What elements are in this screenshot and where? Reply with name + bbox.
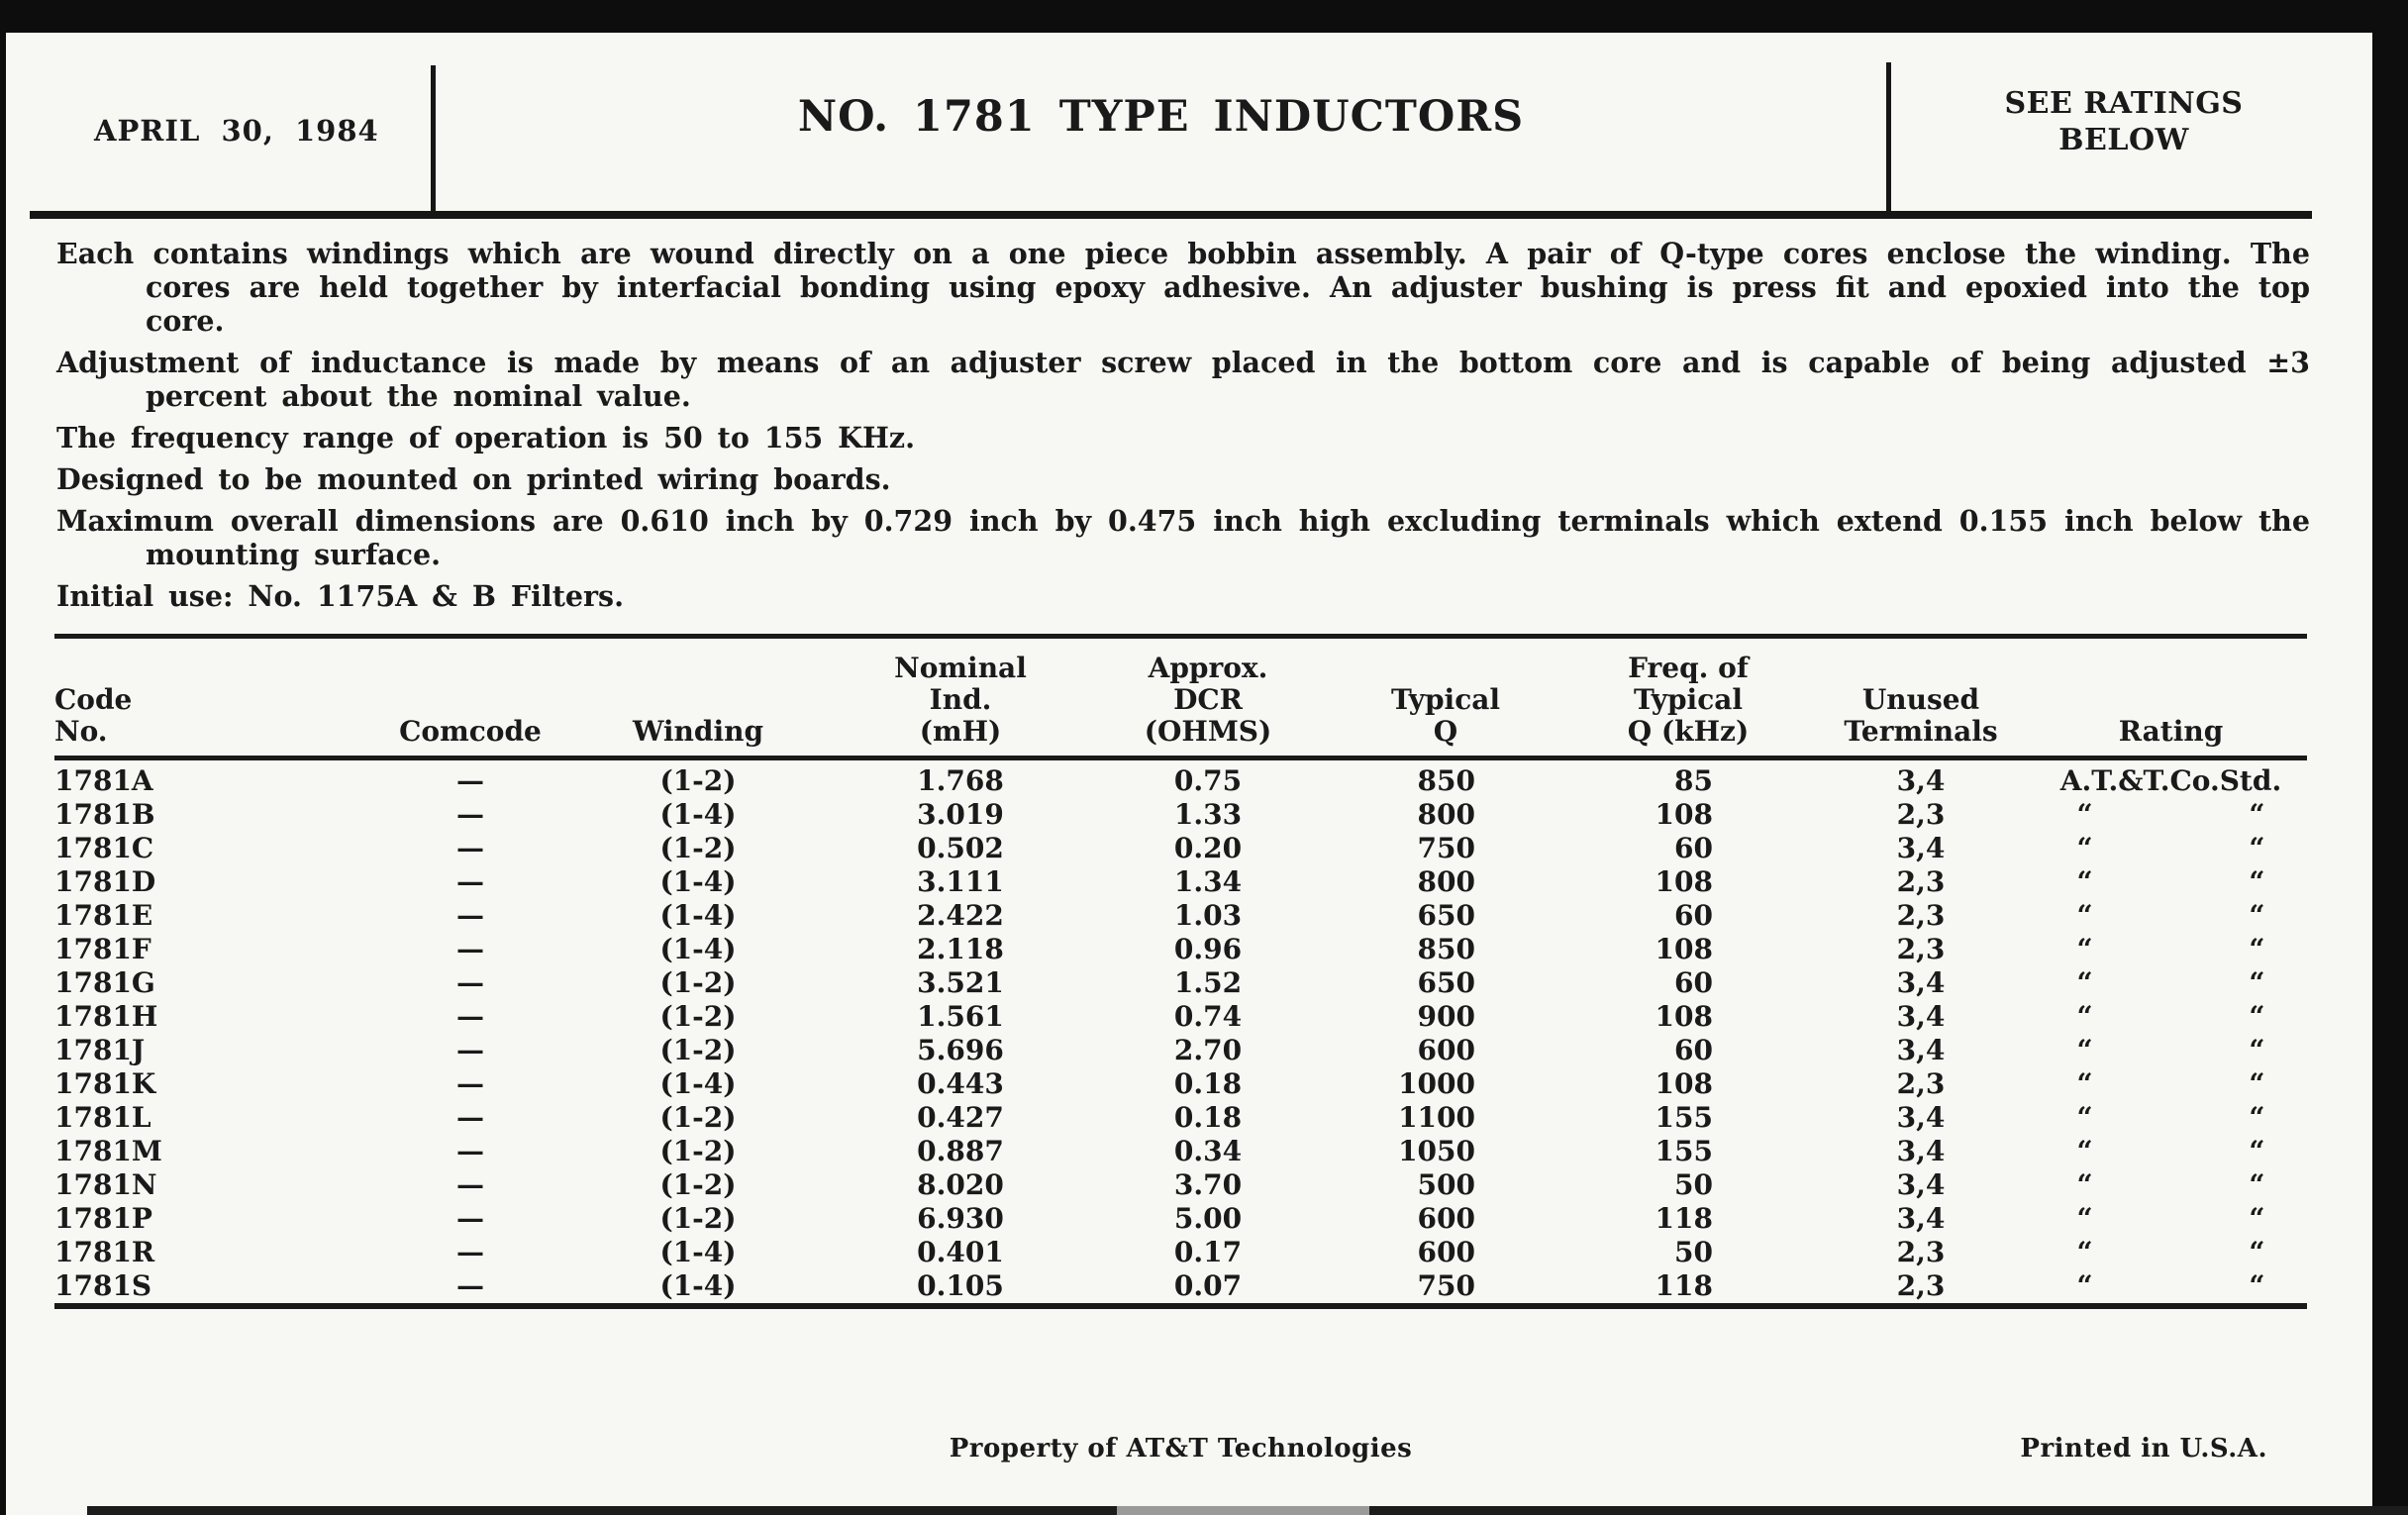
cell-rating [2035, 1067, 2307, 1101]
cell-approx_dcr_ohms: 1.33 [1173, 798, 1243, 831]
cell-rating [2035, 1269, 2307, 1306]
column-header: Rating [2118, 715, 2224, 748]
cell-comcode: — [456, 899, 484, 932]
table-row [54, 758, 2307, 799]
ditto-marks: “ “ [2076, 1202, 2265, 1235]
cell-comcode: — [456, 1269, 484, 1302]
cell-winding: (1-4) [659, 798, 737, 831]
cell-rating [2035, 1202, 2307, 1236]
column-header: Freq. of Typical Q (kHz) [1627, 652, 1750, 748]
table-row [54, 865, 2307, 899]
cell-nominal_ind_mh: 0.443 [917, 1067, 1004, 1100]
cell-nominal_ind_mh: 0.427 [917, 1101, 1004, 1134]
cell-nominal_ind_mh: 0.887 [917, 1135, 1004, 1167]
ditto-marks: “ “ [2076, 1135, 2265, 1167]
cell-comcode: — [456, 1202, 484, 1235]
cell-comcode: — [456, 1236, 484, 1268]
cell-comcode: — [456, 1034, 484, 1066]
cell-winding: (1-4) [659, 933, 737, 965]
cell-unused_terminals: 3,4 [1896, 1034, 1946, 1066]
cell-winding: (1-2) [659, 1202, 737, 1235]
table-row [54, 1135, 2307, 1168]
cell-code: 1781E [54, 899, 153, 932]
cell-typical_q: 1000 [1398, 1067, 1475, 1100]
cell-nominal_ind_mh: 0.401 [917, 1236, 1004, 1268]
description [56, 237, 2310, 621]
cell-nominal_ind_mh: 1.768 [917, 764, 1004, 797]
cell-freq_of_typical_q_khz: 60 [1674, 966, 1713, 999]
cell-typical_q: 800 [1417, 865, 1475, 898]
ditto-marks: “ “ [2076, 832, 2265, 864]
cell-code: 1781K [54, 1067, 156, 1100]
column-header: Approx. DCR (OHMS) [1144, 652, 1272, 748]
cell-rating [2035, 933, 2307, 966]
cell-typical_q: 850 [1417, 933, 1475, 965]
cell-winding: (1-4) [659, 1236, 737, 1268]
cell-code: 1781R [54, 1236, 155, 1268]
cell-freq_of_typical_q_khz: 118 [1655, 1269, 1713, 1302]
cell-comcode: — [456, 966, 484, 999]
cell-approx_dcr_ohms: 0.07 [1173, 1269, 1243, 1302]
cell-approx_dcr_ohms: 5.00 [1173, 1202, 1243, 1235]
cell-winding: (1-2) [659, 1034, 737, 1066]
cell-rating: A.T.&T.Co.Std. [2059, 764, 2282, 797]
ditto-marks: “ “ [2076, 899, 2265, 932]
printed-notice: Printed in U.S.A. [2020, 1434, 2267, 1464]
cell-approx_dcr_ohms: 0.96 [1173, 933, 1243, 965]
cell-approx_dcr_ohms: 1.03 [1173, 899, 1243, 932]
cell-rating [2035, 1236, 2307, 1269]
spec-table [54, 634, 2307, 1309]
cell-typical_q: 1100 [1398, 1101, 1475, 1134]
cell-code: 1781M [54, 1135, 162, 1167]
cell-nominal_ind_mh: 2.118 [917, 933, 1004, 965]
cell-rating [2035, 1000, 2307, 1034]
cell-nominal_ind_mh: 0.502 [917, 832, 1004, 864]
cell-rating [2035, 798, 2307, 832]
cell-typical_q: 900 [1417, 1000, 1475, 1033]
cell-approx_dcr_ohms: 2.70 [1173, 1034, 1243, 1066]
cell-winding: (1-4) [659, 899, 737, 932]
cell-unused_terminals: 2,3 [1896, 798, 1946, 831]
paragraph-dimensions: Maximum overall dimensions are 0.610 inch by 0.729 inch by 0.475 inch high excluding terminals which extend 0.155 inch below the mounting surface. [56, 504, 2310, 571]
cell-comcode: — [456, 1000, 484, 1033]
cell-typical_q: 1050 [1398, 1135, 1475, 1167]
cell-rating [2035, 1101, 2307, 1135]
cell-code: 1781A [54, 764, 153, 797]
cell-comcode: — [456, 798, 484, 831]
cell-nominal_ind_mh: 0.105 [917, 1269, 1004, 1302]
table-row [54, 966, 2307, 1000]
cell-freq_of_typical_q_khz: 50 [1674, 1236, 1713, 1268]
column-header: Code No. [54, 683, 133, 748]
cell-rating [2035, 966, 2307, 1000]
table-body [54, 758, 2307, 1307]
cell-nominal_ind_mh: 1.561 [917, 1000, 1004, 1033]
cell-freq_of_typical_q_khz: 60 [1674, 899, 1713, 932]
cell-unused_terminals: 3,4 [1896, 1135, 1946, 1167]
ditto-marks: “ “ [2076, 1067, 2265, 1100]
cell-approx_dcr_ohms: 0.75 [1173, 764, 1243, 797]
ratings-note [1931, 85, 2317, 158]
ditto-marks: “ “ [2076, 966, 2265, 999]
cell-code: 1781F [54, 933, 151, 965]
table-row [54, 1067, 2307, 1101]
ditto-marks: “ “ [2076, 1269, 2265, 1302]
cell-unused_terminals: 2,3 [1896, 899, 1946, 932]
cell-winding: (1-2) [659, 966, 737, 999]
cell-typical_q: 850 [1417, 764, 1475, 797]
table-row [54, 1101, 2307, 1135]
cell-winding: (1-4) [659, 1269, 737, 1302]
cell-winding: (1-2) [659, 1000, 737, 1033]
cell-freq_of_typical_q_khz: 108 [1655, 865, 1713, 898]
ditto-marks: “ “ [2076, 1101, 2265, 1134]
table-row [54, 832, 2307, 865]
paragraph-adjustment: Adjustment of inductance is made by means of an adjuster screw placed in the bottom core and is capable of being adjusted ±3 percent about the nominal value. [56, 346, 2310, 413]
cell-code: 1781N [54, 1168, 157, 1201]
cell-approx_dcr_ohms: 1.34 [1173, 865, 1243, 898]
ratings-note-line2: BELOW [2058, 123, 2189, 157]
cell-code: 1781S [54, 1269, 152, 1302]
cell-freq_of_typical_q_khz: 60 [1674, 832, 1713, 864]
cell-unused_terminals: 3,4 [1896, 1000, 1946, 1033]
cell-typical_q: 600 [1417, 1202, 1475, 1235]
paragraph-mounting: Designed to be mounted on printed wiring boards. [56, 462, 891, 496]
cell-approx_dcr_ohms: 0.18 [1173, 1067, 1243, 1100]
table-row [54, 1269, 2307, 1306]
footer [54, 1434, 2307, 1464]
cell-rating [2035, 1034, 2307, 1067]
cell-unused_terminals: 2,3 [1896, 1269, 1946, 1302]
doc-title: NO. 1781 TYPE INDUCTORS [797, 92, 1525, 142]
cell-approx_dcr_ohms: 0.74 [1173, 1000, 1243, 1033]
ratings-note-line1: SEE RATINGS [2004, 86, 2244, 121]
cell-code: 1781L [54, 1101, 151, 1134]
cell-approx_dcr_ohms: 0.20 [1173, 832, 1243, 864]
doc-date: APRIL 30, 1984 [94, 114, 379, 148]
top-scan-edge-bar [0, 0, 2408, 33]
cell-comcode: — [456, 1067, 484, 1100]
cell-unused_terminals: 3,4 [1896, 1168, 1946, 1201]
column-header: Nominal Ind. (mH) [894, 652, 1027, 748]
cell-freq_of_typical_q_khz: 50 [1674, 1168, 1713, 1201]
table-row [54, 1202, 2307, 1236]
column-header: Comcode [399, 715, 542, 748]
header-divider-right [1886, 62, 1891, 213]
cell-winding: (1-2) [659, 1135, 737, 1167]
cell-unused_terminals: 2,3 [1896, 933, 1946, 965]
table-row [54, 1000, 2307, 1034]
cell-freq_of_typical_q_khz: 118 [1655, 1202, 1713, 1235]
cell-comcode: — [456, 1135, 484, 1167]
cell-rating [2035, 832, 2307, 865]
cell-nominal_ind_mh: 3.019 [917, 798, 1004, 831]
cell-freq_of_typical_q_khz: 108 [1655, 1067, 1713, 1100]
table-header-row [54, 637, 2307, 758]
cell-unused_terminals: 3,4 [1896, 832, 1946, 864]
cell-code: 1781P [54, 1202, 152, 1235]
cell-comcode: — [456, 764, 484, 797]
cell-rating [2035, 899, 2307, 933]
column-header: Unused Terminals [1844, 683, 1998, 748]
bottom-scan-edge-bar [87, 1506, 2408, 1515]
cell-nominal_ind_mh: 8.020 [917, 1168, 1004, 1201]
cell-unused_terminals: 2,3 [1896, 1067, 1946, 1100]
cell-code: 1781B [54, 798, 155, 831]
cell-freq_of_typical_q_khz: 108 [1655, 798, 1713, 831]
cell-unused_terminals: 2,3 [1896, 865, 1946, 898]
cell-nominal_ind_mh: 3.111 [917, 865, 1004, 898]
cell-unused_terminals: 3,4 [1896, 966, 1946, 999]
cell-typical_q: 650 [1417, 899, 1475, 932]
cell-typical_q: 600 [1417, 1236, 1475, 1268]
cell-unused_terminals: 3,4 [1896, 1202, 1946, 1235]
ditto-marks: “ “ [2076, 1034, 2265, 1066]
cell-typical_q: 800 [1417, 798, 1475, 831]
cell-winding: (1-4) [659, 865, 737, 898]
cell-typical_q: 750 [1417, 832, 1475, 864]
cell-comcode: — [456, 933, 484, 965]
cell-code: 1781C [54, 832, 154, 864]
cell-code: 1781D [54, 865, 156, 898]
paragraph-frequency-range: The frequency range of operation is 50 to 155 KHz. [56, 421, 915, 454]
ditto-marks: “ “ [2076, 865, 2265, 898]
column-header: Typical Q [1390, 683, 1501, 748]
right-scan-edge-bar [2372, 0, 2408, 1515]
cell-freq_of_typical_q_khz: 155 [1655, 1135, 1713, 1167]
cell-comcode: — [456, 865, 484, 898]
ditto-marks: “ “ [2076, 1236, 2265, 1268]
cell-comcode: — [456, 1168, 484, 1201]
ditto-marks: “ “ [2076, 1168, 2265, 1201]
cell-rating [2035, 1168, 2307, 1202]
cell-code: 1781H [54, 1000, 158, 1033]
cell-typical_q: 650 [1417, 966, 1475, 999]
cell-winding: (1-2) [659, 764, 737, 797]
table-row [54, 1236, 2307, 1269]
cell-unused_terminals: 3,4 [1896, 764, 1946, 797]
table-row [54, 933, 2307, 966]
cell-freq_of_typical_q_khz: 85 [1674, 764, 1713, 797]
cell-approx_dcr_ohms: 0.34 [1173, 1135, 1243, 1167]
paragraph-windings: Each contains windings which are wound directly on a one piece bobbin assembly. A pair of Q-type cores enclose the winding. The cores are held together by interfacial bonding using epoxy adhesive. An adjuster bushing is press fit and epoxied into the top core. [56, 237, 2310, 338]
bottom-edge-gray-segment [1117, 1506, 1369, 1515]
property-notice: Property of AT&T Technologies [949, 1434, 1413, 1464]
cell-approx_dcr_ohms: 0.18 [1173, 1101, 1243, 1134]
table-row [54, 1034, 2307, 1067]
cell-nominal_ind_mh: 2.422 [917, 899, 1004, 932]
cell-code: 1781J [54, 1034, 146, 1066]
cell-freq_of_typical_q_khz: 155 [1655, 1101, 1713, 1134]
cell-unused_terminals: 3,4 [1896, 1101, 1946, 1134]
table-row [54, 1168, 2307, 1202]
paragraph-initial-use: Initial use: No. 1175A & B Filters. [56, 579, 625, 613]
cell-approx_dcr_ohms: 1.52 [1173, 966, 1243, 999]
cell-rating [2035, 1135, 2307, 1168]
cell-typical_q: 500 [1417, 1168, 1475, 1201]
cell-winding: (1-2) [659, 832, 737, 864]
cell-nominal_ind_mh: 3.521 [917, 966, 1004, 999]
cell-code: 1781G [54, 966, 155, 999]
cell-winding: (1-4) [659, 1067, 737, 1100]
cell-comcode: — [456, 832, 484, 864]
cell-typical_q: 750 [1417, 1269, 1475, 1302]
column-header: Winding [632, 715, 764, 748]
cell-nominal_ind_mh: 6.930 [917, 1202, 1004, 1235]
ditto-marks: “ “ [2076, 1000, 2265, 1033]
cell-freq_of_typical_q_khz: 60 [1674, 1034, 1713, 1066]
cell-unused_terminals: 2,3 [1896, 1236, 1946, 1268]
cell-freq_of_typical_q_khz: 108 [1655, 1000, 1713, 1033]
left-scan-edge-bar [0, 0, 6, 1515]
cell-nominal_ind_mh: 5.696 [917, 1034, 1004, 1066]
cell-comcode: — [456, 1101, 484, 1134]
header-rule [30, 211, 2312, 219]
table-row [54, 899, 2307, 933]
cell-freq_of_typical_q_khz: 108 [1655, 933, 1713, 965]
table-row [54, 798, 2307, 832]
ditto-marks: “ “ [2076, 933, 2265, 965]
cell-winding: (1-2) [659, 1101, 737, 1134]
cell-approx_dcr_ohms: 3.70 [1173, 1168, 1243, 1201]
ditto-marks: “ “ [2076, 798, 2265, 831]
cell-rating [2035, 865, 2307, 899]
cell-winding: (1-2) [659, 1168, 737, 1201]
cell-typical_q: 600 [1417, 1034, 1475, 1066]
cell-approx_dcr_ohms: 0.17 [1173, 1236, 1243, 1268]
